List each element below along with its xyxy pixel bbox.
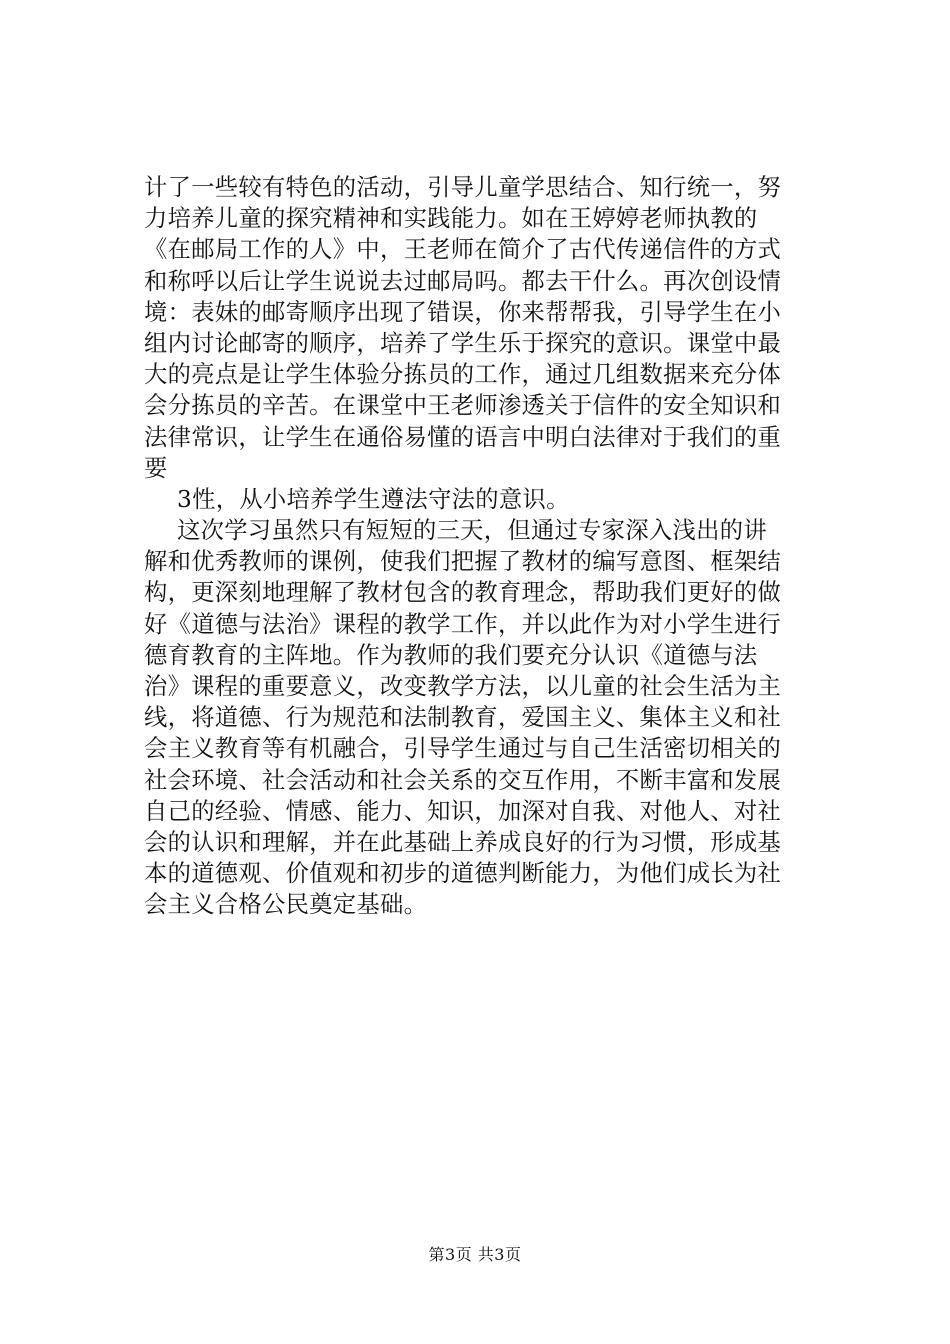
page-number-footer: 第3页 共3页 [428, 1245, 522, 1264]
text-line: 治》课程的重要意义，改变教学方法，以儿童的社会生活为主 [144, 673, 782, 700]
text-line: 本的道德观、价值观和初步的道德判断能力，为他们成长为社 [144, 860, 782, 888]
text-line: 力培养儿童的探究精神和实践能力。如在王婷婷老师执教的 [144, 205, 758, 233]
text-line: 会的认识和理解，并在此基础上养成良好的行为习惯，形成基 [144, 828, 782, 856]
text-line: 法律常识，让学生在通俗易懂的语言中明白法律对于我们的重 [144, 423, 782, 451]
body-text [144, 172, 809, 921]
text-line: 会主义合格公民奠定基础。 [144, 891, 428, 919]
text-line: 解和优秀教师的课例，使我们把握了教材的编写意图、框架结 [144, 548, 782, 576]
paragraph-start-line: 这次学习虽然只有短短的三天，但通过专家深入浅出的讲 [177, 517, 767, 545]
text-line: 大的亮点是让学生体验分拣员的工作，通过几组数据来充分体 [144, 361, 782, 389]
text-line: 好《道德与法治》课程的教学工作，并以此作为对小学生进行 [144, 610, 782, 638]
text-line: 自己的经验、情感、能力、知识，加深对自我、对他人、对社 [144, 797, 782, 825]
text-line: 《在邮局工作的人》中，王老师在简介了古代传递信件的方式 [144, 236, 782, 264]
text-line: 线，将道德、行为规范和法制教育，爱国主义、集体主义和社 [144, 704, 782, 732]
text-line: 3性，从小培养学生遵法守法的意识。 [177, 485, 570, 513]
text-line: 构，更深刻地理解了教材包含的教育理念，帮助我们更好的做 [144, 579, 782, 607]
text-line: 会分拣员的辛苦。在课堂中王老师渗透关于信件的安全知识和 [144, 392, 782, 420]
text-line: 和称呼以后让学生说说去过邮局吗。都去干什么。再次创设情 [144, 267, 782, 295]
text-line: 社会环境、社会活动和社会关系的交互作用，不断丰富和发展 [144, 766, 782, 794]
text-line: 要 [144, 454, 168, 482]
text-line: 境：表妹的邮寄顺序出现了错误，你来帮帮我，引导学生在小 [144, 298, 782, 326]
text-line: 会主义教育等有机融合，引导学生通过与自己生活密切相关的 [144, 735, 782, 763]
text-line: 德育教育的主阵地。作为教师的我们要充分认识《道德与法 [144, 641, 758, 669]
text-line: 计了一些较有特色的活动，引导儿童学思结合、知行统一，努 [144, 174, 782, 201]
text-line: 组内讨论邮寄的顺序，培养了学生乐于探究的意识。课堂中最 [144, 329, 782, 357]
